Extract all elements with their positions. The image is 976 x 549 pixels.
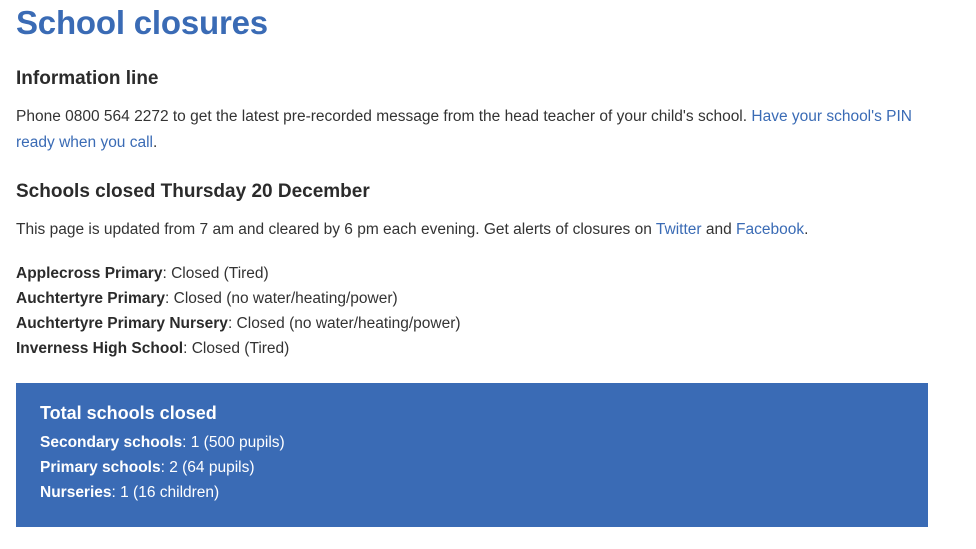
- closures-update-text-end: .: [804, 221, 809, 239]
- school-status: : Closed (no water/heating/power): [227, 314, 461, 332]
- school-name: Inverness High School: [16, 339, 184, 357]
- summary-title: Total schools closed: [40, 403, 217, 424]
- school-status: : Closed (no water/heating/power): [165, 289, 398, 307]
- school-name: Auchtertyre Primary Nursery: [16, 314, 228, 332]
- summary-label: Nurseries: [40, 484, 112, 502]
- school-status: : Closed (Tired): [162, 264, 269, 282]
- summary-label: Secondary schools: [40, 434, 183, 452]
- summary-label: Primary schools: [40, 459, 161, 477]
- information-line-text: Phone 0800 564 2272 to get the latest pre-recorded message from the head teacher of your child's school.: [16, 107, 752, 125]
- summary-value: : 1 (16 children): [111, 484, 220, 502]
- information-line-paragraph: [16, 104, 921, 155]
- closures-heading: Schools closed Thursday 20 December: [16, 181, 370, 203]
- school-status: : Closed (Tired): [183, 339, 290, 357]
- summary-value: : 2 (64 pupils): [160, 459, 255, 477]
- summary-row: [40, 455, 904, 480]
- summary-value: : 1 (500 pupils): [182, 434, 285, 452]
- closures-update-paragraph: [16, 217, 921, 243]
- closures-update-text: This page is updated from 7 am and cleared by 6 pm each evening. Get alerts of closures on: [16, 221, 656, 239]
- list-item: [16, 261, 960, 286]
- school-name: Applecross Primary: [16, 264, 163, 282]
- total-closed-panel: [16, 383, 928, 527]
- list-item: [16, 336, 960, 361]
- information-line-text-end: .: [153, 133, 158, 151]
- closure-list: [16, 261, 960, 361]
- information-line-heading: Information line: [16, 67, 159, 89]
- facebook-link[interactable]: Facebook: [736, 221, 805, 239]
- summary-row: [40, 430, 904, 455]
- page-title: School closures: [16, 4, 268, 41]
- twitter-link[interactable]: Twitter: [655, 221, 702, 239]
- closures-update-text-middle: and: [701, 221, 737, 239]
- summary-row: [40, 480, 904, 505]
- pin-ready-link[interactable]: Have your school's PIN ready when you call: [16, 107, 912, 151]
- list-item: [16, 311, 960, 336]
- list-item: [16, 286, 960, 311]
- school-name: Auchtertyre Primary: [16, 289, 166, 307]
